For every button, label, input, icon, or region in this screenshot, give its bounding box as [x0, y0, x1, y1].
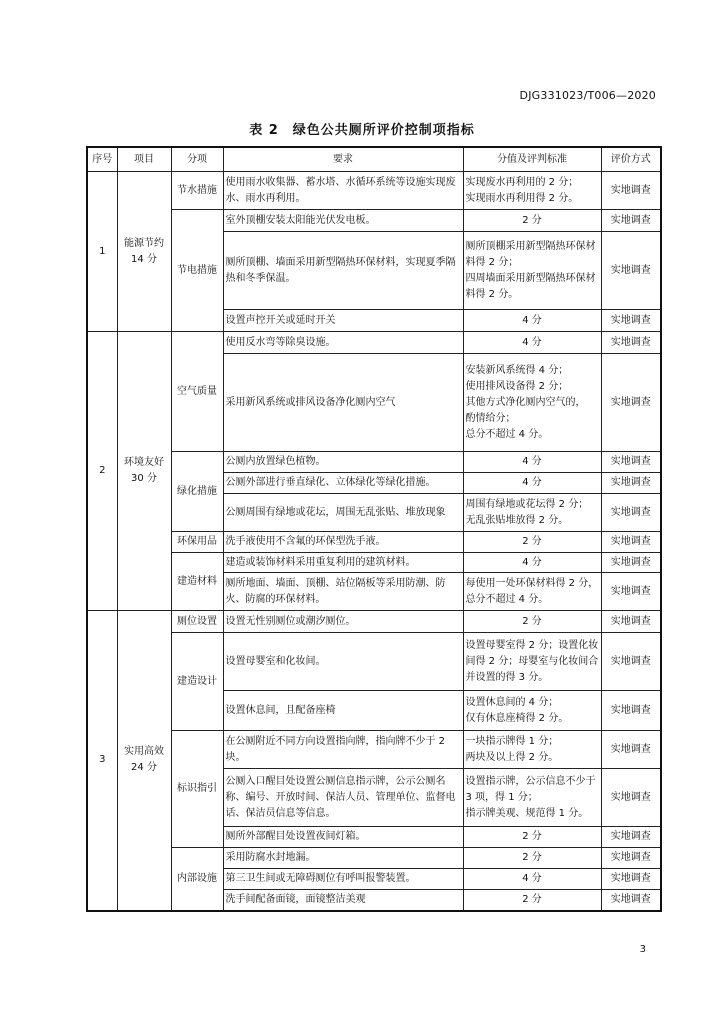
method-cell: 实地调查 — [601, 890, 661, 911]
table-row — [87, 210, 661, 232]
method-cell: 实地调查 — [601, 232, 661, 310]
header-no: 序号 — [87, 147, 117, 172]
sub-item: 标识指引 — [171, 731, 223, 848]
score-cell: 4 分 — [463, 553, 601, 573]
score-cell: 实现废水再利用的 2 分； 实现雨水再利用得 2 分。 — [463, 172, 601, 210]
table-row — [87, 611, 661, 633]
requirement-cell: 洗手间配备面镜，面镜整洁美观 — [223, 890, 463, 911]
score-cell: 2 分 — [463, 532, 601, 553]
method-cell: 实地调查 — [601, 848, 661, 869]
score-cell: 安装新风系统得 4 分； 使用排风设备得 2 分； 其他方式净化厕内空气的， 酌情给分； 总分不超过 4 分。 — [463, 354, 601, 452]
table-row — [87, 731, 661, 769]
requirement-cell: 公厕周围有绿地或花坛，周围无乱张贴、堆放现象 — [223, 494, 463, 532]
table-header-row — [87, 147, 661, 172]
score-cell: 2 分 — [463, 611, 601, 633]
method-cell: 实地调查 — [601, 691, 661, 731]
method-cell: 实地调查 — [601, 633, 661, 691]
table-row — [87, 848, 661, 869]
requirement-cell: 厕所外部醒目处设置夜间灯箱。 — [223, 827, 463, 848]
score-cell: 2 分 — [463, 210, 601, 232]
requirement-cell: 第三卫生间或无障碍厕位有呼叫报警装置。 — [223, 869, 463, 890]
score-cell: 设置休息间的 4 分； 仅有休息座椅得 2 分。 — [463, 691, 601, 731]
score-cell: 2 分 — [463, 827, 601, 848]
method-cell: 实地调查 — [601, 310, 661, 332]
header-sub: 分项 — [171, 147, 223, 172]
score-cell: 4 分 — [463, 473, 601, 494]
method-cell: 实地调查 — [601, 827, 661, 848]
group-no: 2 — [87, 332, 117, 611]
requirement-cell: 使用反水弯等除臭设施。 — [223, 332, 463, 354]
table-row — [87, 452, 661, 473]
document-number: DJG331023/T006—2020 — [519, 89, 656, 102]
score-cell: 每使用一处环保材料得 2 分， 总分不超过 4 分。 — [463, 573, 601, 611]
score-cell: 4 分 — [463, 869, 601, 890]
group-no: 1 — [87, 172, 117, 332]
requirement-cell: 使用雨水收集器、蓄水塔、水循环系统等设施实现废水、雨水再利用。 — [223, 172, 463, 210]
method-cell: 实地调查 — [601, 354, 661, 452]
score-cell: 设置母婴室得 2 分；设置化妆间得 2 分；母婴室与化妆间合并设置的得 3 分。 — [463, 633, 601, 691]
header-method: 评价方式 — [601, 147, 661, 172]
requirement-cell: 采用防腐水封地漏。 — [223, 848, 463, 869]
requirement-cell: 厕所地面、墙面、顶棚、站位隔板等采用防潮、防火、防腐的环保材料。 — [223, 573, 463, 611]
requirement-cell: 公厕外部进行垂直绿化、立体绿化等绿化措施。 — [223, 473, 463, 494]
method-cell: 实地调查 — [601, 869, 661, 890]
table-row — [87, 332, 661, 354]
header-item: 项目 — [117, 147, 171, 172]
requirement-cell: 在公厕附近不同方向设置指向牌，指向牌不少于 2 块。 — [223, 731, 463, 769]
requirement-cell: 公厕内放置绿色植物。 — [223, 452, 463, 473]
sub-item: 节电措施 — [171, 210, 223, 332]
score-cell: 4 分 — [463, 452, 601, 473]
sub-item: 节水措施 — [171, 172, 223, 210]
score-cell: 一块指示牌得 1 分； 两块及以上得 2 分。 — [463, 731, 601, 769]
requirement-cell: 建造或装饰材料采用重复利用的建筑材料。 — [223, 553, 463, 573]
group-item: 实用高效 24 分 — [117, 611, 171, 911]
method-cell: 实地调查 — [601, 532, 661, 553]
score-cell: 厕所顶棚采用新型隔热环保材料得 2 分； 四周墙面采用新型隔热环保材料得 2 分。 — [463, 232, 601, 310]
method-cell: 实地调查 — [601, 494, 661, 532]
evaluation-table — [86, 146, 662, 912]
table-row — [87, 553, 661, 573]
group-item: 能源节约 14 分 — [117, 172, 171, 332]
score-cell: 4 分 — [463, 332, 601, 354]
sub-item: 绿化措施 — [171, 452, 223, 532]
requirement-cell: 设置母婴室和化妆间。 — [223, 633, 463, 691]
score-cell: 2 分 — [463, 848, 601, 869]
table-title: 表 2 绿色公共厕所评价控制项指标 — [249, 123, 475, 138]
score-cell: 周围有绿地或花坛得 2 分； 无乱张贴堆放得 2 分。 — [463, 494, 601, 532]
table-row — [87, 172, 661, 210]
method-cell: 实地调查 — [601, 210, 661, 232]
requirement-cell: 室外顶棚安装太阳能光伏发电板。 — [223, 210, 463, 232]
header-score: 分值及评判标准 — [463, 147, 601, 172]
score-cell: 4 分 — [463, 310, 601, 332]
method-cell: 实地调查 — [601, 731, 661, 769]
method-cell: 实地调查 — [601, 553, 661, 573]
table-row — [87, 532, 661, 553]
sub-item: 空气质量 — [171, 332, 223, 452]
method-cell: 实地调查 — [601, 769, 661, 827]
header-req: 要求 — [223, 147, 463, 172]
score-cell: 2 分 — [463, 890, 601, 911]
score-cell: 设置指示牌，公示信息不少于 3 项，得 1 分； 指示牌美观、规范得 1 分。 — [463, 769, 601, 827]
method-cell: 实地调查 — [601, 473, 661, 494]
requirement-cell: 设置休息间，且配备座椅 — [223, 691, 463, 731]
requirement-cell: 洗手液使用不含氟的环保型洗手液。 — [223, 532, 463, 553]
group-no: 3 — [87, 611, 117, 911]
sub-item: 厕位设置 — [171, 611, 223, 633]
requirement-cell: 设置声控开关或延时开关 — [223, 310, 463, 332]
method-cell: 实地调查 — [601, 573, 661, 611]
requirement-cell: 公厕入口醒目处设置公厕信息指示牌，公示公厕名称、编号、开放时间、保洁人员、管理单位、监督电话、保洁员信息等信息。 — [223, 769, 463, 827]
method-cell: 实地调查 — [601, 332, 661, 354]
method-cell: 实地调查 — [601, 172, 661, 210]
sub-item: 建造设计 — [171, 633, 223, 731]
sub-item: 内部设施 — [171, 848, 223, 911]
table-row — [87, 633, 661, 691]
page-number: 3 — [639, 944, 646, 955]
method-cell: 实地调查 — [601, 611, 661, 633]
sub-item: 建造材料 — [171, 553, 223, 611]
group-item: 环境友好 30 分 — [117, 332, 171, 611]
requirement-cell: 厕所顶棚、墙面采用新型隔热环保材料，实现夏季隔热和冬季保温。 — [223, 232, 463, 310]
sub-item: 环保用品 — [171, 532, 223, 553]
requirement-cell: 设置无性别厕位或潮汐厕位。 — [223, 611, 463, 633]
method-cell: 实地调查 — [601, 452, 661, 473]
requirement-cell: 采用新风系统或排风设备净化厕内空气 — [223, 354, 463, 452]
